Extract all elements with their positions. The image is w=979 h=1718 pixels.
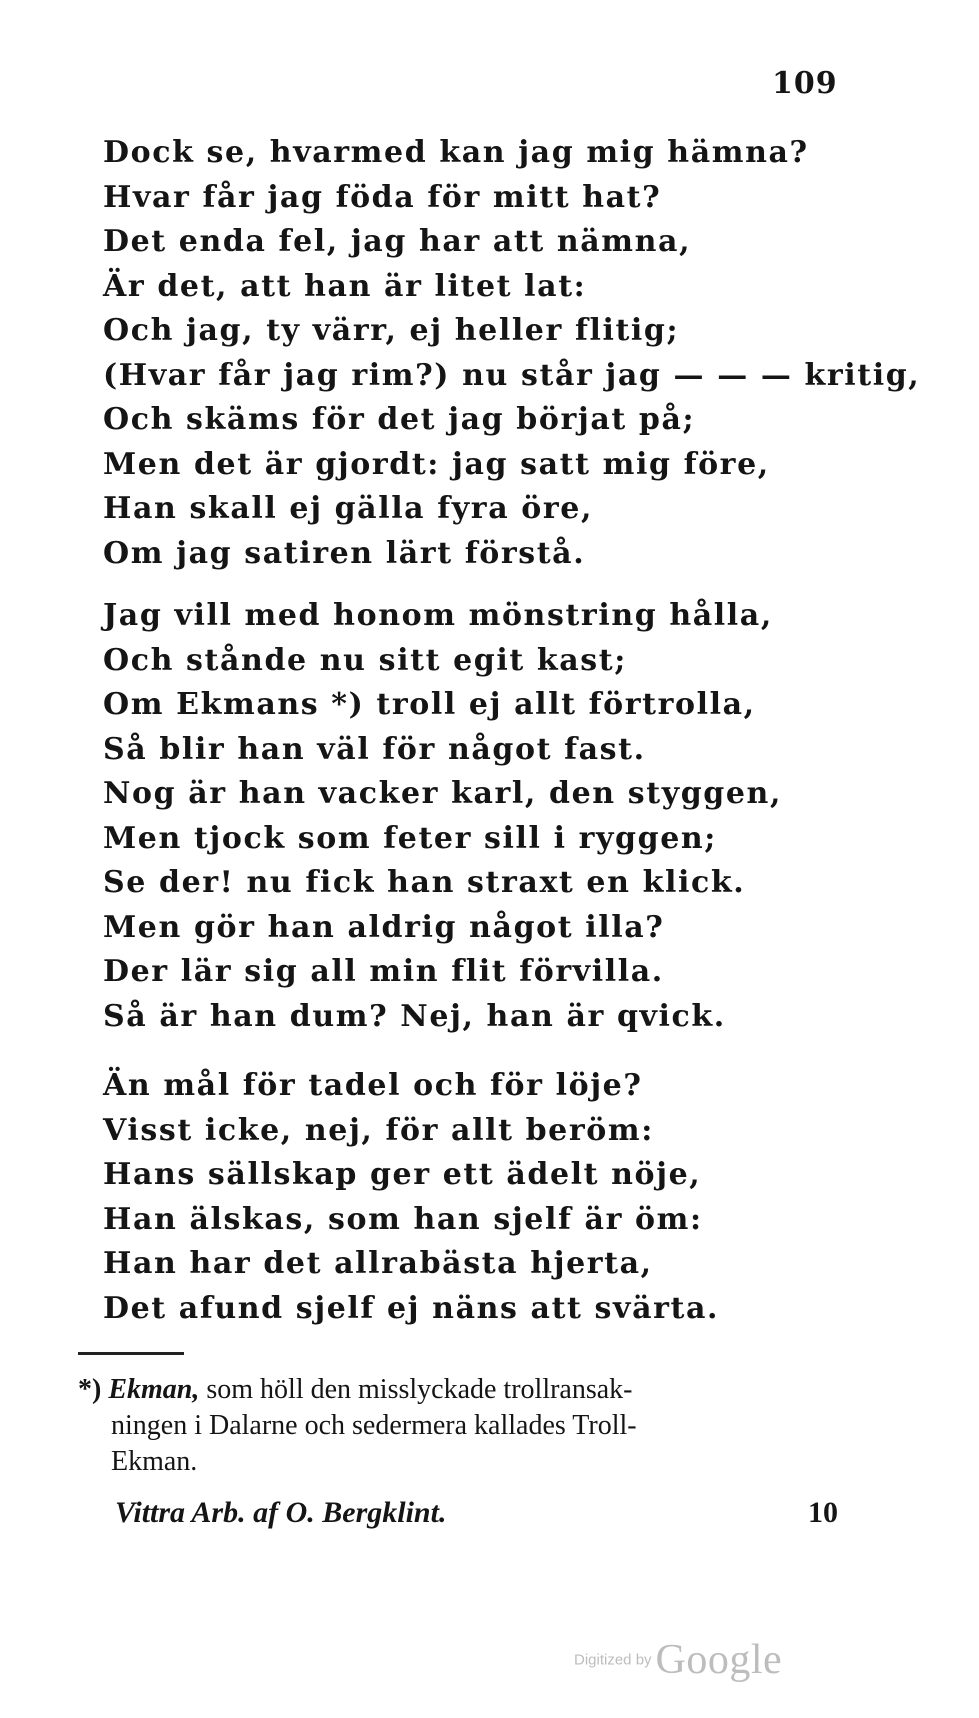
stanza-2	[103, 594, 782, 1039]
verse-line: Men gör han aldrig något illa?	[103, 909, 665, 945]
verse-line: (Hvar får jag rim?) nu står jag — — — kritig,	[103, 357, 921, 393]
footnote-line-2: ningen i Dalarne och sedermera kallades Troll-	[111, 1410, 637, 1441]
verse-line: Han har det allrabästa hjerta,	[103, 1246, 653, 1281]
signature-line: Vittra Arb. af O. Bergklint.	[115, 1496, 447, 1529]
watermark-brand: Google	[655, 1637, 783, 1683]
verse-line: Om jag satiren lärt förstå.	[103, 535, 586, 571]
stanza-1	[103, 131, 920, 576]
footnote-divider	[78, 1352, 184, 1355]
digitized-watermark	[574, 1636, 782, 1684]
verse-line: Hans sällskap ger ett ädelt nöje,	[103, 1157, 702, 1192]
verse-line: Det enda fel, jag har att nämna,	[103, 224, 692, 259]
verse-line: Så är han dum? Nej, han är qvick.	[103, 998, 726, 1034]
watermark-prefix: Digitized by	[574, 1651, 652, 1669]
verse-line: Jag vill med honom mönstring hålla,	[103, 598, 773, 633]
verse-line: Der lär sig all min flit förvilla.	[103, 954, 664, 989]
sheet-number: 10	[808, 1496, 838, 1529]
footnote-marker: *)	[78, 1374, 102, 1405]
verse-line: Han älskas, som han sjelf är öm:	[103, 1201, 703, 1237]
verse-line: Och skäms för det jag börjat på;	[103, 402, 696, 437]
verse-line: Är det, att han är litet lat:	[103, 268, 587, 304]
verse-line: Visst icke, nej, för allt beröm:	[103, 1112, 654, 1148]
verse-line: Och stånde nu sitt egit kast;	[103, 642, 627, 678]
verse-line: Dock se, hvarmed kan jag mig hämna?	[103, 135, 809, 170]
verse-line: Så blir han väl för något fast.	[103, 731, 646, 767]
verse-line: Men tjock som feter sill i ryggen;	[103, 820, 717, 856]
verse-line: Men det är gjordt: jag satt mig före,	[103, 446, 770, 482]
stanza-3	[103, 1064, 719, 1331]
verse-line: Se der! nu fick han straxt en klick.	[103, 865, 746, 900]
footnote-line-1	[78, 1372, 878, 1408]
footnote	[78, 1372, 878, 1480]
verse-line: Det afund sjelf ej näns att svärta.	[103, 1290, 720, 1326]
verse-line: Nog är han vacker karl, den styggen,	[103, 776, 783, 811]
footnote-text: som höll den misslyckade trollransak-	[199, 1374, 633, 1405]
verse-line: Och jag, ty värr, ej heller flitig;	[103, 313, 680, 348]
verse-line: Hvar får jag föda för mitt hat?	[103, 179, 662, 215]
verse-line: Han skall ej gälla fyra öre,	[103, 491, 594, 526]
verse-line: Än mål för tadel och för löje?	[103, 1068, 643, 1103]
page-number: 109	[772, 66, 838, 101]
footnote-line-3: Ekman.	[111, 1446, 198, 1477]
verse-line: Om Ekmans *) troll ej allt förtrolla,	[103, 687, 756, 722]
footnote-name: Ekman,	[108, 1374, 200, 1405]
